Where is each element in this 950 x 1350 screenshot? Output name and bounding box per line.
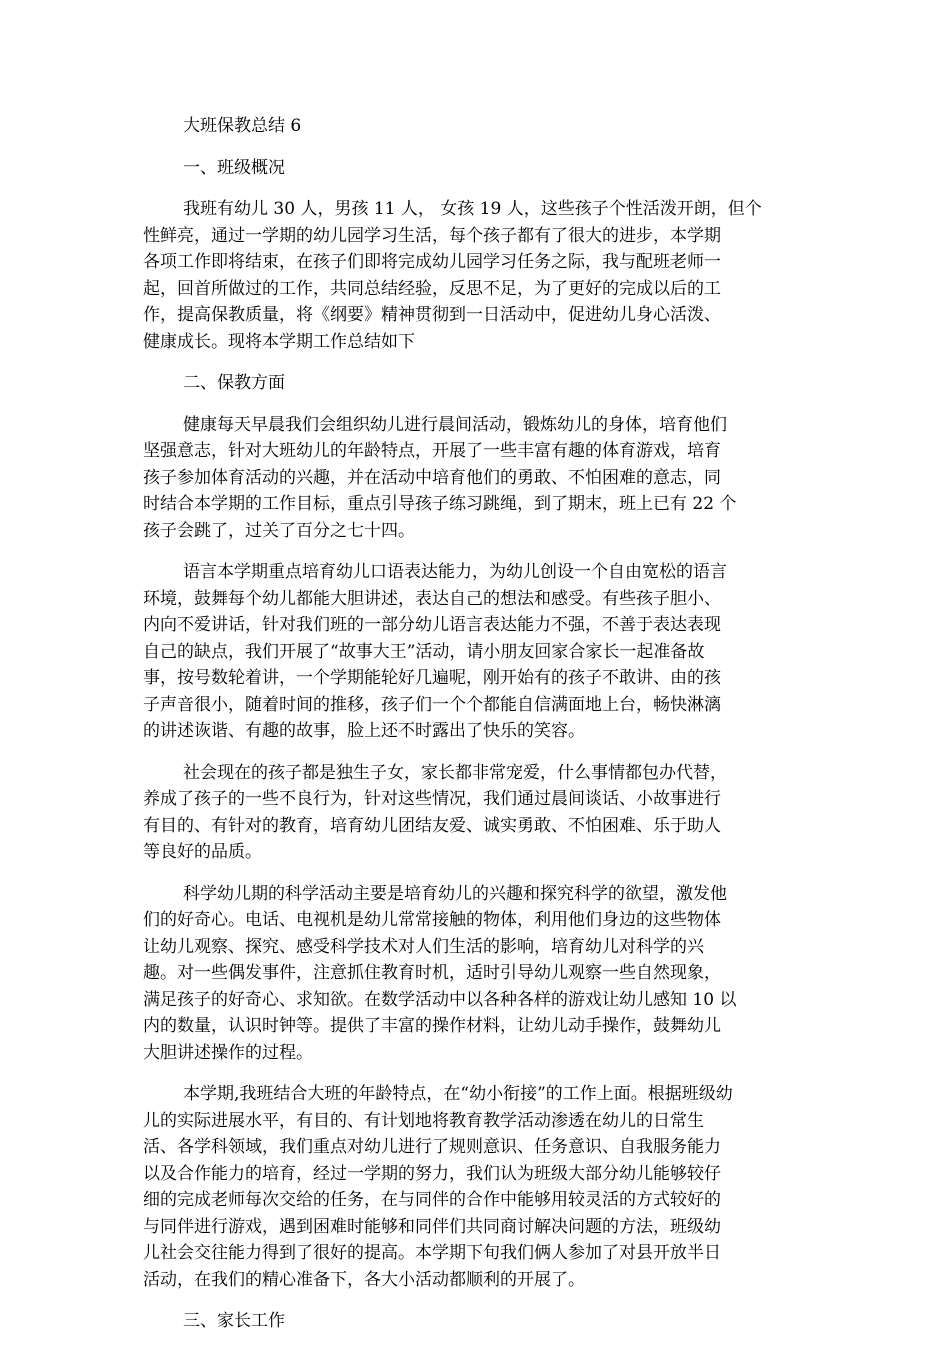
paragraph-line: 趣。对一些偶发事件，注意抓住教育时机，适时引导幼儿观察一些自然现象， (143, 963, 721, 983)
paragraph-line: 社会现在的孩子都是独生子女，家长都非常宠爱，什么事情都包办代替， (183, 762, 727, 783)
paragraph-line: 内向不爱讲话，针对我们班的一部分幼儿语言表达能力不强，不善于表达表现 (143, 615, 721, 635)
paragraph-line: 子声音很小，随着时间的推移，孩子们一个个都能自信满面地上台，畅快淋漓 (143, 694, 721, 715)
paragraph-line: 以及合作能力的培育，经过一学期的努力，我们认为班级大部分幼儿能够较仔 (143, 1163, 721, 1184)
paragraph-line: 等良好的品质。 (143, 842, 262, 862)
paragraph-line: 本学期,我班结合大班的年龄特点，在“幼小衔接”的工作上面。根据班级幼 (183, 1084, 733, 1104)
paragraph-society (143, 760, 803, 866)
paragraph-line: 性鲜亮，通过一学期的幼儿园学习生活，每个孩子都有了很大的进步，本学期 (143, 225, 721, 246)
paragraph-line: 坚强意志，针对大班幼儿的年龄特点，开展了一些丰富有趣的体育游戏，培育 (143, 441, 721, 461)
document-body (143, 113, 803, 1350)
paragraph-line: 孩子会跳了，过关了百分之七十四。 (143, 520, 415, 541)
paragraph-line: 时结合本学期的工作目标，重点引导孩子练习跳绳，到了期末，班上已有 22 个 (143, 494, 737, 514)
paragraph-line: 作，提高保教质量，将《纲要》精神贯彻到一日活动中，促进幼儿身心活泼、 (143, 305, 721, 325)
paragraph-line: 自己的缺点，我们开展了“故事大王”活动，请小朋友回家合家长一起准备故 (143, 641, 705, 662)
paragraph-line: 儿的实际进展水平，有目的、有计划地将教育教学活动渗透在幼儿的日常生 (143, 1110, 704, 1131)
paragraph-line: 健康每天早晨我们会组织幼儿进行晨间活动，锻炼幼儿的身体，培育他们 (183, 414, 727, 435)
paragraph-line: 养成了孩子的一些不良行为，针对这些情况，我们通过晨间谈话、小故事进行 (143, 789, 721, 809)
paragraph-line: 儿社会交往能力得到了很好的提高。本学期下旬我们俩人参加了对县开放半日 (143, 1243, 721, 1263)
paragraph-line: 我班有幼儿 30 人，男孩 11 人， 女孩 19 人，这些孩子个性活泼开朗，但个 (183, 199, 762, 219)
paragraph-line: 满足孩子的好奇心、求知欲。在数学活动中以各种各样的游戏让幼儿感知 10 以 (143, 989, 737, 1010)
paragraph-line: 语言本学期重点培育幼儿口语表达能力，为幼儿创设一个自由宽松的语言 (183, 562, 727, 582)
paragraph-line: 孩子参加体育活动的兴趣，并在活动中培育他们的勇敢、不怕困难的意志，同 (143, 467, 721, 488)
paragraph-line: 有目的、有针对的教育，培育幼儿团结友爱、诚实勇敢、不怕困难、乐于助人 (143, 815, 721, 836)
paragraph-line: 各项工作即将结束，在孩子们即将完成幼儿园学习任务之际，我与配班老师一 (143, 252, 721, 272)
paragraph-line: 活、各学科领域，我们重点对幼儿进行了规则意识、任务意识、自我服务能力 (143, 1137, 721, 1157)
section-heading-care-education: 二、保教方面 (183, 373, 285, 393)
paragraph-class-overview (143, 196, 803, 355)
paragraph-line: 们的好奇心。电话、电视机是幼儿常常接触的物体，利用他们身边的这些物体 (143, 910, 721, 930)
paragraph-line: 内的数量，认识时钟等。提供了丰富的操作材料，让幼儿动手操作，鼓舞幼儿 (143, 1016, 721, 1036)
paragraph-line: 事，按号数轮着讲，一个学期能轮好几遍呢，刚开始有的孩子不敢讲、由的孩 (143, 668, 721, 688)
section-heading-parent-work: 三、家长工作 (183, 1311, 285, 1331)
paragraph-line: 与同伴进行游戏，遇到困难时能够和同伴们共同商讨解决问题的方法，班级幼 (143, 1216, 721, 1237)
paragraph-line: 科学幼儿期的科学活动主要是培育幼儿的兴趣和探究科学的欲望，激发他 (183, 883, 727, 904)
paragraph-transition (143, 1081, 803, 1293)
paragraph-science (143, 881, 803, 1067)
paragraph-line: 健康成长。现将本学期工作总结如下 (143, 331, 415, 352)
paragraph-line: 让幼儿观察、探究、感受科学技术对人们生活的影响，培育幼儿对科学的兴 (143, 936, 704, 957)
paragraph-line: 环境，鼓舞每个幼儿都能大胆讲述，表达自己的想法和感受。有些孩子胆小、 (143, 588, 721, 609)
section-heading-class-overview: 一、班级概况 (183, 157, 285, 178)
paragraph-line: 细的完成老师每次交给的任务，在与同伴的合作中能够用较灵活的方式较好的 (143, 1190, 721, 1210)
paragraph-line: 的讲述诙谐、有趣的故事，脸上还不时露出了快乐的笑容。 (143, 721, 585, 741)
paragraph-language (143, 559, 803, 745)
paragraph-line: 大胆讲述操作的过程。 (143, 1042, 313, 1063)
paragraph-line: 活动，在我们的精心准备下，各大小活动都顺利的开展了。 (143, 1269, 585, 1290)
document-title: 大班保教总结 6 (183, 116, 302, 136)
paragraph-health (143, 412, 803, 545)
paragraph-line: 起，回首所做过的工作，共同总结经验，反思不足，为了更好的完成以后的工 (143, 278, 721, 299)
